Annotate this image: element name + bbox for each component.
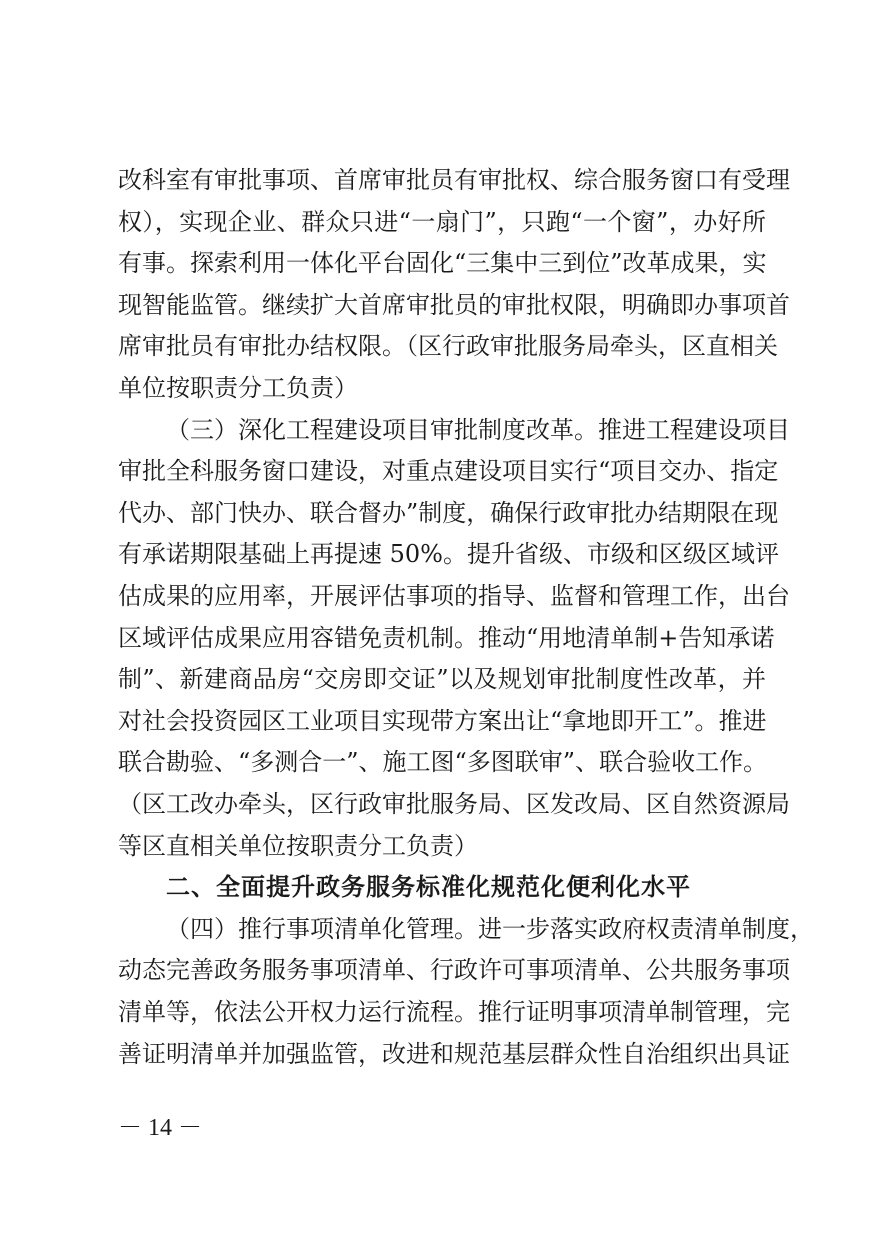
paragraph-line: 动态完善政务服务事项清单、行政许可事项清单、公共服务事项 [118,956,790,984]
page-number: － 14 － [118,1115,202,1141]
paragraph-line: 联合勘验、“多测合一”、施工图“多图联审”、联合验收工作。 [118,748,768,776]
paragraph-line: （四）推行事项清单化管理。进一步落实政府权责清单制度， [166,915,814,943]
paragraph-line: 善证明清单并加强监管，改进和规范基层群众性自治组织出具证 [118,1040,790,1068]
paragraph-line: 现智能监管。继续扩大首席审批员的审批权限，明确即办事项首 [118,291,790,319]
paragraph-line: 审批全科服务窗口建设，对重点建设项目实行“项目交办、指定 [118,457,779,485]
paragraph-line: 有承诺期限基础上再提速 50%。提升省级、市级和区级区域评 [118,540,779,568]
paragraph-line: 区域评估成果应用容错免责机制。推动“用地清单制+告知承诺 [118,624,775,652]
paragraph-line: 代办、部门快办、联合督办”制度，确保行政审批办结期限在现 [118,499,779,527]
paragraph-line: 席审批员有审批办结权限。（区行政审批服务局牵头，区直相关 [118,332,778,360]
paragraph-line: 有事。探索利用一体化平台固化“三集中三到位”改革成果，实 [118,249,767,277]
paragraph-line: 改科室有审批事项、首席审批员有审批权、综合服务窗口有受理 [118,166,790,194]
paragraph-line: 权），实现企业、群众只进“一扇门”，只跑“一个窗”，办好所 [118,208,766,236]
paragraph-line: 制”、新建商品房“交房即交证”以及规划审批制度性改革，并 [118,665,766,693]
paragraph-line: （三）深化工程建设项目审批制度改革。推进工程建设项目 [166,416,790,444]
section-heading: 二、全面提升政务服务标准化规范化便利化水平 [166,873,691,901]
paragraph-line: 等区直相关单位按职责分工负责） [118,832,478,860]
paragraph-line: 对社会投资园区工业项目实现带方案出让“拿地即开工”。推进 [118,707,767,735]
paragraph-line: 单位按职责分工负责） [118,374,358,402]
paragraph-line: （区工改办牵头，区行政审批服务局、区发改局、区自然资源局 [118,790,790,818]
paragraph-line: 估成果的应用率，开展评估事项的指导、监督和管理工作，出台 [118,582,790,610]
paragraph-line: 清单等，依法公开权力运行流程。推行证明事项清单制管理，完 [118,998,790,1026]
